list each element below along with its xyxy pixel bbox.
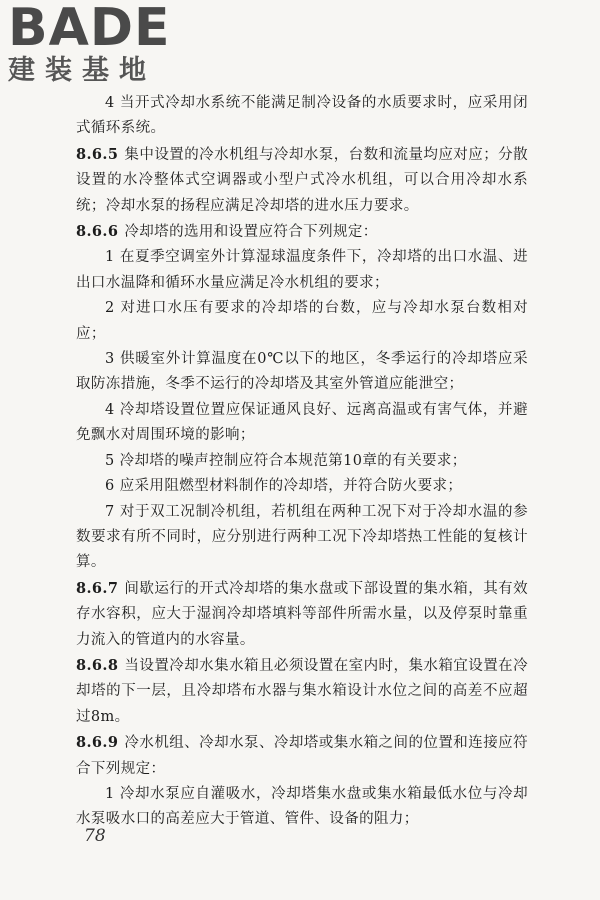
clause-8-6-6 <box>76 219 528 245</box>
clause-8-6-5 <box>76 142 528 219</box>
clause-8-6-8 <box>76 653 528 730</box>
clause-text: 2 对进口水压有要求的冷却塔的台数，应与冷却水泵台数相对应； <box>76 300 528 342</box>
clause-item <box>76 500 528 576</box>
clause-text: 7 对于双工况制冷机组，若机组在两种工况下对于冷却水温的参数要求有所不同时，应分别进行两种工况下冷却塔热工性能的复核计算。 <box>76 503 528 571</box>
clause-text: 1 冷却水泵应自灌吸水，冷却塔集水盘或集水箱最低水位与冷却水泵吸水口的高差应大于管道、管件、设备的阻力； <box>76 785 528 828</box>
clause-item <box>76 296 528 347</box>
clause-item <box>76 398 528 449</box>
clause-text: 4 冷却塔设置位置应保证通风良好、远离高温或有害气体，并避免飘水对周围环境的影响； <box>76 401 528 444</box>
clause-text: 间歇运行的开式冷却塔的集水盘或下部设置的集水箱，其有效存水容积，应大于湿润冷却塔填料等部件所需水量，以及停泵时靠重力流入的管道内的水容量。 <box>76 580 528 648</box>
clause-text: 4 当开式冷却水系统不能满足制冷设备的水质要求时，应采用闭式循环系统。 <box>76 95 528 137</box>
clause-item <box>76 347 528 398</box>
clause-number: 8.6.7 <box>76 579 119 597</box>
clause-text: 3 供暖室外计算温度在0℃以下的地区，冬季运行的冷却塔应采取防冻措施，冬季不运行的冷却塔及其室外管道应能泄空； <box>76 351 528 393</box>
clause-text: 6 应采用阻燃型材料制作的冷却塔，并符合防火要求； <box>105 478 463 495</box>
clause-number: 8.6.5 <box>76 145 119 163</box>
clause-8-6-7 <box>76 576 528 653</box>
clause-number: 8.6.8 <box>76 656 119 674</box>
clause-text: 当设置冷却水集水箱且必须设置在室内时，集水箱宜设置在冷却塔的下一层，且冷却塔布水器与集水箱设计水位之间的高差不应超过8m。 <box>76 657 528 725</box>
clause-item <box>76 449 528 474</box>
clause-item <box>76 474 528 499</box>
brand-logo <box>8 2 178 92</box>
page-number: 78 <box>84 826 106 846</box>
logo-subtitle: 建装基地 <box>8 55 156 86</box>
clause-text: 冷却塔的选用和设置应符合下列规定： <box>124 224 378 241</box>
logo-wordmark: BADE <box>8 0 171 58</box>
document-body <box>76 91 528 833</box>
clause-text: 集中设置的冷水机组与冷却水泵，台数和流量均应对应；分散设置的水冷整体式空调器或小型户式冷水机组，可以合用冷却水系统；冷却水泵的扬程应满足冷却塔的进水压力要求。 <box>76 146 528 214</box>
clause-item <box>76 91 528 142</box>
clause-number: 8.6.9 <box>76 734 119 752</box>
clause-text: 5 冷却塔的噪声控制应符合本规范第10章的有关要求； <box>105 452 467 469</box>
clause-item <box>76 245 528 296</box>
clause-text: 1 在夏季空调室外计算湿球温度条件下，冷却塔的出口水温、进出口水温降和循环水量应满足冷水机组的要求； <box>76 249 528 291</box>
clause-item <box>76 782 528 833</box>
clause-text: 冷水机组、冷却水泵、冷却塔或集水箱之间的位置和连接应符合下列规定： <box>76 735 528 777</box>
clause-8-6-9 <box>76 730 528 782</box>
clause-number: 8.6.6 <box>76 223 119 241</box>
